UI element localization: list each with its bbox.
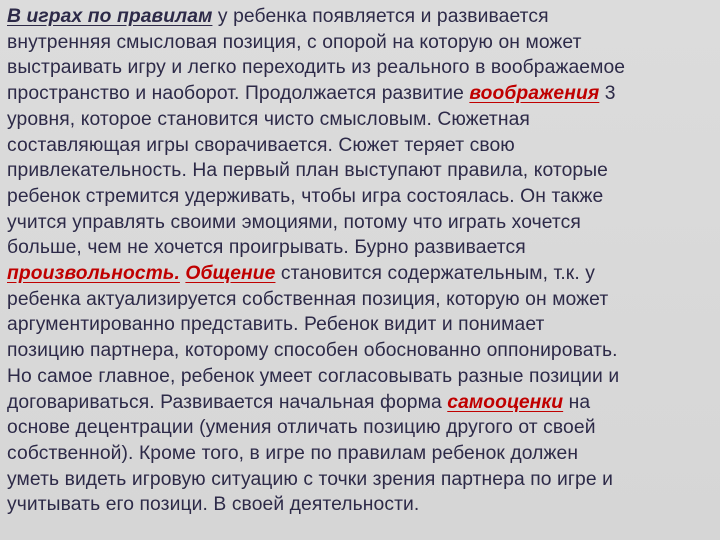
text-line: ребенка актуализируется собственная позиция, которую он может bbox=[7, 288, 609, 310]
text-span: у ребенка появляется и развивается bbox=[212, 6, 549, 27]
text-line: уметь видеть игровую ситуацию с точки зрения партнера по игре и bbox=[7, 468, 614, 490]
text-line: уровня, которое становится чисто смысловым. Сюжетная bbox=[7, 108, 530, 130]
text-span: становится содержательным, т.к. у bbox=[275, 263, 596, 285]
text-line: аргументированно представить. Ребенок видит и понимает bbox=[7, 314, 545, 336]
term-communication: Общение bbox=[185, 263, 276, 285]
text-span: 3 bbox=[599, 83, 616, 105]
text-line: учится управлять своими эмоциями, потому что играть хочется bbox=[7, 211, 581, 233]
text-line: составляющая игры сворачивается. Сюжет теряет свою bbox=[7, 134, 515, 156]
term-self-esteem: самооценки bbox=[447, 391, 564, 413]
term-imagination: воображения bbox=[469, 83, 600, 105]
text-line bbox=[7, 81, 713, 107]
term-voluntariness: произвольность. bbox=[7, 263, 180, 285]
text-line: привлекательность. На первый план выступают правила, которые bbox=[7, 160, 609, 182]
text-line bbox=[7, 261, 713, 287]
text-span: договариваться. Развивается начальная форма bbox=[7, 391, 448, 413]
body-text bbox=[7, 4, 713, 518]
text-line: собственной). Кроме того, в игре по правилам ребенок должен bbox=[7, 442, 579, 464]
text-line: учитывать его позици. В своей деятельности. bbox=[7, 494, 420, 516]
text-line: Но самое главное, ребенок умеет согласовывать разные позиции и bbox=[7, 365, 620, 387]
text-line: больше, чем не хочется проигрывать. Бурно развивается bbox=[7, 237, 526, 259]
text-line bbox=[7, 390, 713, 416]
text-span: пространство и наоборот. Продолжается развитие bbox=[7, 83, 470, 105]
text-line: позицию партнера, которому способен обоснованно оппонировать. bbox=[7, 340, 618, 362]
term-rule-games: В играх по правилам bbox=[7, 6, 213, 27]
text-span: на bbox=[563, 391, 591, 413]
text-line bbox=[7, 4, 713, 30]
text-line: внутренняя смысловая позиция, с опорой на которую он может bbox=[7, 31, 582, 53]
text-line: ребенок стремится удерживать, чтобы игра состоялась. Он также bbox=[7, 185, 604, 207]
text-line: основе децентрации (умения отличать позицию другого от своей bbox=[7, 417, 596, 439]
text-line: выстраивать игру и легко переходить из реального в воображаемое bbox=[7, 57, 626, 79]
